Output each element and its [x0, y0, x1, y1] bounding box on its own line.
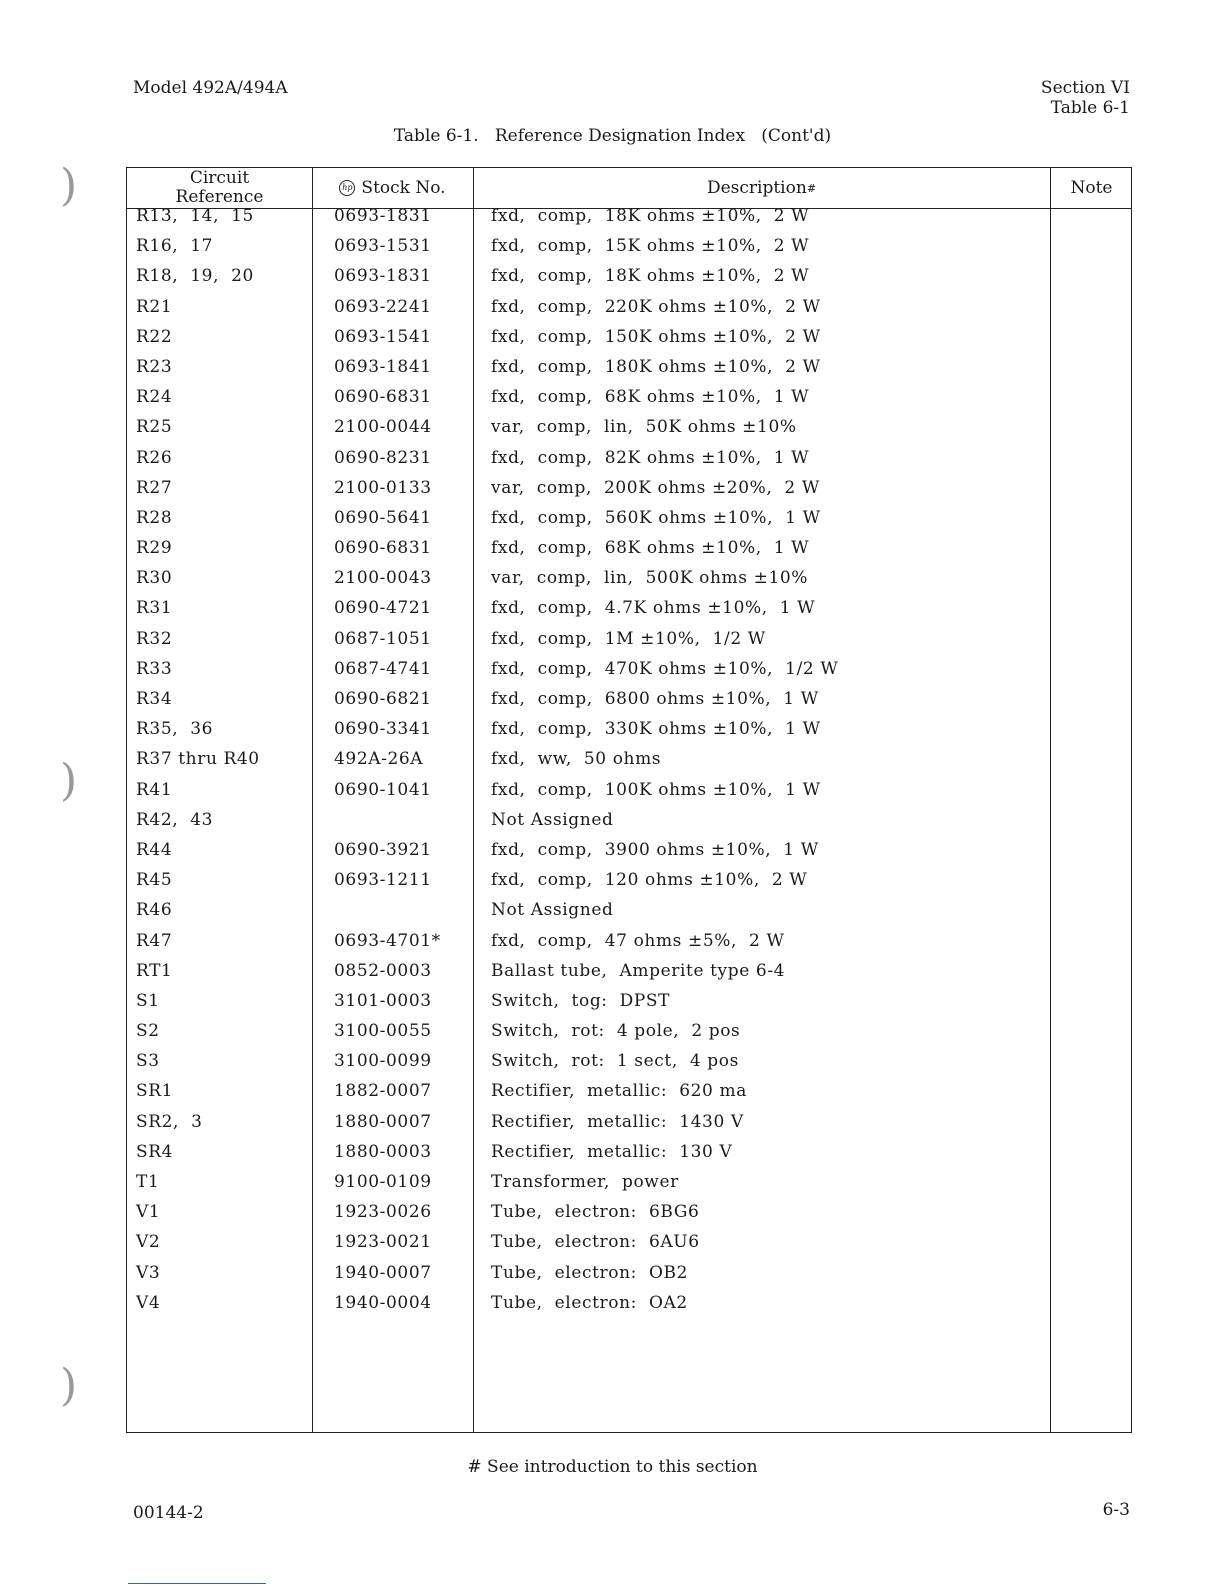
- row-description: fxd, comp, 68K ohms ±10%, 1 W: [491, 387, 810, 408]
- row-stock-number: 0690-5641: [334, 507, 432, 528]
- row-circuit-reference: R25: [136, 417, 173, 438]
- header-description-mark: #: [806, 181, 817, 195]
- row-stock-number: 0693-1541: [334, 326, 432, 347]
- row-circuit-reference: R29: [136, 538, 173, 559]
- table-row: [127, 326, 1131, 359]
- row-description: fxd, comp, 18K ohms ±10%, 2 W: [491, 206, 810, 226]
- row-circuit-reference: RT1: [136, 960, 173, 981]
- row-description: fxd, comp, 560K ohms ±10%, 1 W: [491, 507, 821, 528]
- table-row: [127, 1262, 1131, 1295]
- table-row: [127, 721, 1131, 751]
- row-description: fxd, comp, 1M ±10%, 1/2 W: [491, 628, 766, 649]
- row-description: fxd, comp, 150K ohms ±10%, 2 W: [491, 326, 821, 347]
- row-circuit-reference: S2: [136, 1021, 160, 1042]
- row-circuit-reference: SR2, 3: [136, 1111, 203, 1132]
- table-row: [127, 1111, 1131, 1144]
- table-row: [127, 691, 1131, 721]
- row-stock-number: 0693-1211: [334, 870, 432, 891]
- row-description: fxd, comp, 15K ohms ±10%, 2 W: [491, 236, 810, 257]
- table-row: [127, 1174, 1131, 1204]
- row-circuit-reference: R18, 19, 20: [136, 266, 254, 287]
- table-row: [127, 540, 1131, 570]
- row-circuit-reference: R13, 14, 15: [136, 206, 254, 226]
- row-stock-number: 2100-0043: [334, 568, 432, 589]
- table-row: [127, 1292, 1131, 1325]
- row-description: Switch, rot: 4 pole, 2 pos: [491, 1021, 741, 1042]
- row-stock-number: 0690-1041: [334, 779, 432, 800]
- table-row: [127, 1141, 1131, 1174]
- row-stock-number: 0690-3341: [334, 719, 432, 740]
- table-row: [127, 208, 1131, 238]
- table-row: [127, 960, 1131, 993]
- table-row: [127, 839, 1131, 872]
- row-circuit-reference: R22: [136, 326, 173, 347]
- row-description: fxd, comp, 330K ohms ±10%, 1 W: [491, 719, 821, 740]
- row-circuit-reference: R31: [136, 598, 173, 619]
- row-stock-number: 3100-0099: [334, 1051, 432, 1072]
- binding-hole-mark: ): [60, 755, 78, 806]
- row-stock-number: 1880-0003: [334, 1141, 432, 1162]
- document-number: 00144-2: [133, 1503, 204, 1523]
- row-stock-number: 0693-2241: [334, 296, 432, 317]
- row-circuit-reference: R27: [136, 477, 173, 498]
- row-stock-number: 1940-0007: [334, 1262, 432, 1283]
- row-circuit-reference: R46: [136, 900, 173, 921]
- row-stock-number: 0690-6831: [334, 387, 432, 408]
- row-circuit-reference: R16, 17: [136, 236, 214, 257]
- header-stock-label: Stock No.: [361, 177, 446, 198]
- row-circuit-reference: R30: [136, 568, 173, 589]
- table-row: [127, 356, 1131, 389]
- hp-logo-icon: hp: [339, 180, 355, 196]
- row-description: fxd, comp, 3900 ohms ±10%, 1 W: [491, 839, 819, 860]
- row-stock-number: 0693-1831: [334, 206, 432, 226]
- row-circuit-reference: R24: [136, 387, 173, 408]
- row-stock-number: 0693-1841: [334, 356, 432, 377]
- row-stock-number: 1940-0004: [334, 1292, 432, 1313]
- row-description: fxd, comp, 18K ohms ±10%, 2 W: [491, 266, 810, 287]
- row-circuit-reference: R37 thru R40: [136, 749, 260, 770]
- row-circuit-reference: R26: [136, 447, 173, 468]
- table-row: [127, 447, 1131, 480]
- table-row: [127, 902, 1131, 932]
- table-title: Table 6-1. Reference Designation Index (Cont'd): [393, 126, 832, 146]
- table-row: [127, 389, 1131, 419]
- row-description: Rectifier, metallic: 620 ma: [491, 1081, 747, 1102]
- row-description: fxd, comp, 68K ohms ±10%, 1 W: [491, 538, 810, 559]
- table-row: [127, 930, 1131, 963]
- row-circuit-reference: V1: [136, 1202, 161, 1223]
- table-row: [127, 570, 1131, 600]
- row-stock-number: 1880-0007: [334, 1111, 432, 1132]
- row-stock-number: 0693-1831: [334, 266, 432, 287]
- row-circuit-reference: V2: [136, 1232, 161, 1253]
- row-stock-number: 0687-4741: [334, 658, 432, 679]
- row-circuit-reference: R41: [136, 779, 173, 800]
- row-circuit-reference: SR1: [136, 1081, 174, 1102]
- row-stock-number: 1923-0026: [334, 1202, 432, 1223]
- row-circuit-reference: R44: [136, 839, 173, 860]
- row-stock-number: 2100-0044: [334, 417, 432, 438]
- row-description: fxd, comp, 120 ohms ±10%, 2 W: [491, 870, 808, 891]
- row-description: Not Assigned: [491, 900, 614, 921]
- column-header-stock-no: [312, 168, 473, 208]
- row-circuit-reference: R47: [136, 930, 173, 951]
- table-row: [127, 779, 1131, 812]
- row-circuit-reference: S1: [136, 990, 160, 1011]
- row-description: Tube, electron: 6AU6: [491, 1232, 700, 1253]
- row-description: fxd, ww, 50 ohms: [491, 749, 662, 770]
- row-stock-number: 492A-26A: [334, 749, 424, 770]
- row-circuit-reference: R21: [136, 296, 173, 317]
- row-circuit-reference: R45: [136, 870, 173, 891]
- row-description: Tube, electron: 6BG6: [491, 1202, 700, 1223]
- row-stock-number: 0687-1051: [334, 628, 432, 649]
- column-header-note: [1050, 168, 1133, 208]
- model-header: Model 492A/494A: [133, 78, 288, 98]
- row-description: var, comp, 200K ohms ±20%, 2 W: [491, 477, 820, 498]
- row-description: fxd, comp, 470K ohms ±10%, 1/2 W: [491, 658, 839, 679]
- row-description: fxd, comp, 82K ohms ±10%, 1 W: [491, 447, 810, 468]
- table-ref-label: Table 6-1: [1050, 98, 1130, 118]
- row-description: Rectifier, metallic: 1430 V: [491, 1111, 744, 1132]
- table-row: [127, 1053, 1131, 1083]
- row-description: fxd, comp, 6800 ohms ±10%, 1 W: [491, 689, 819, 709]
- header-description-label: Description: [706, 177, 807, 198]
- row-circuit-reference: R28: [136, 507, 173, 528]
- bottom-link-underline: [128, 1583, 266, 1584]
- row-description: fxd, comp, 4.7K ohms ±10%, 1 W: [491, 598, 816, 619]
- row-circuit-reference: R34: [136, 689, 173, 709]
- table-row: [127, 419, 1131, 449]
- row-description: Not Assigned: [491, 809, 614, 830]
- row-stock-number: 3100-0055: [334, 1021, 432, 1042]
- row-circuit-reference: S3: [136, 1051, 160, 1072]
- row-description: Transformer, power: [491, 1172, 679, 1192]
- row-circuit-reference: T1: [136, 1172, 160, 1192]
- row-stock-number: 9100-0109: [334, 1172, 432, 1192]
- page-number: 6-3: [1102, 1500, 1130, 1520]
- table-row: [127, 1234, 1131, 1264]
- row-circuit-reference: R35, 36: [136, 719, 214, 740]
- row-stock-number: 0690-8231: [334, 447, 432, 468]
- table-row: [127, 477, 1131, 510]
- row-stock-number: 3101-0003: [334, 990, 432, 1011]
- row-description: Rectifier, metallic: 130 V: [491, 1141, 733, 1162]
- table-row: [127, 1023, 1131, 1053]
- row-circuit-reference: R32: [136, 628, 173, 649]
- header-note-label: Note: [1070, 177, 1113, 198]
- table-row: [127, 238, 1131, 268]
- row-stock-number: 0690-6831: [334, 538, 432, 559]
- reference-designation-table: [126, 167, 1132, 1433]
- section-label: Section VI: [1040, 78, 1130, 98]
- row-description: Switch, rot: 1 sect, 4 pos: [491, 1051, 739, 1072]
- table-row: [127, 600, 1131, 630]
- binding-hole-mark: ): [60, 1360, 78, 1411]
- row-description: fxd, comp, 180K ohms ±10%, 2 W: [491, 356, 821, 377]
- footnote: # See introduction to this section: [467, 1457, 758, 1477]
- table-body: [127, 208, 1131, 1325]
- table-row: [127, 507, 1131, 540]
- row-description: fxd, comp, 220K ohms ±10%, 2 W: [491, 296, 821, 317]
- row-description: Tube, electron: OB2: [491, 1262, 689, 1283]
- table-row: [127, 296, 1131, 329]
- row-circuit-reference: R23: [136, 356, 173, 377]
- column-header-description: [473, 168, 1050, 208]
- table-row: [127, 990, 1131, 1023]
- binding-hole-mark: ): [60, 160, 78, 211]
- header-reference-line: Reference: [175, 187, 264, 207]
- row-stock-number: 0693-1531: [334, 236, 432, 257]
- row-circuit-reference: R42, 43: [136, 809, 214, 830]
- table-row: [127, 751, 1131, 781]
- row-description: fxd, comp, 100K ohms ±10%, 1 W: [491, 779, 821, 800]
- table-row: [127, 1204, 1131, 1234]
- row-description: Ballast tube, Amperite type 6-4: [491, 960, 786, 981]
- row-description: var, comp, lin, 500K ohms ±10%: [491, 568, 809, 589]
- row-stock-number: 1923-0021: [334, 1232, 432, 1253]
- row-stock-number: 0690-6821: [334, 689, 432, 709]
- row-description: Tube, electron: OA2: [491, 1292, 688, 1313]
- column-header-circuit-reference: [127, 168, 312, 208]
- row-description: var, comp, lin, 50K ohms ±10%: [491, 417, 797, 438]
- table-row: [127, 872, 1131, 902]
- table-row: [127, 658, 1131, 691]
- table-row: [127, 1083, 1131, 1113]
- row-stock-number: 1882-0007: [334, 1081, 432, 1102]
- row-description: fxd, comp, 47 ohms ±5%, 2 W: [491, 930, 785, 951]
- table-row: [127, 809, 1131, 842]
- table-row: [127, 268, 1131, 298]
- row-stock-number: 0693-4701*: [334, 930, 441, 951]
- row-description: Switch, tog: DPST: [491, 990, 671, 1011]
- row-circuit-reference: SR4: [136, 1141, 174, 1162]
- row-circuit-reference: V4: [136, 1292, 161, 1313]
- row-stock-number: 2100-0133: [334, 477, 432, 498]
- header-circuit-line: Circuit: [189, 168, 250, 188]
- row-stock-number: 0690-3921: [334, 839, 432, 860]
- row-circuit-reference: R33: [136, 658, 173, 679]
- table-row: [127, 628, 1131, 661]
- row-circuit-reference: V3: [136, 1262, 161, 1283]
- row-stock-number: 0690-4721: [334, 598, 432, 619]
- section-header: [1041, 78, 1130, 118]
- row-stock-number: 0852-0003: [334, 960, 432, 981]
